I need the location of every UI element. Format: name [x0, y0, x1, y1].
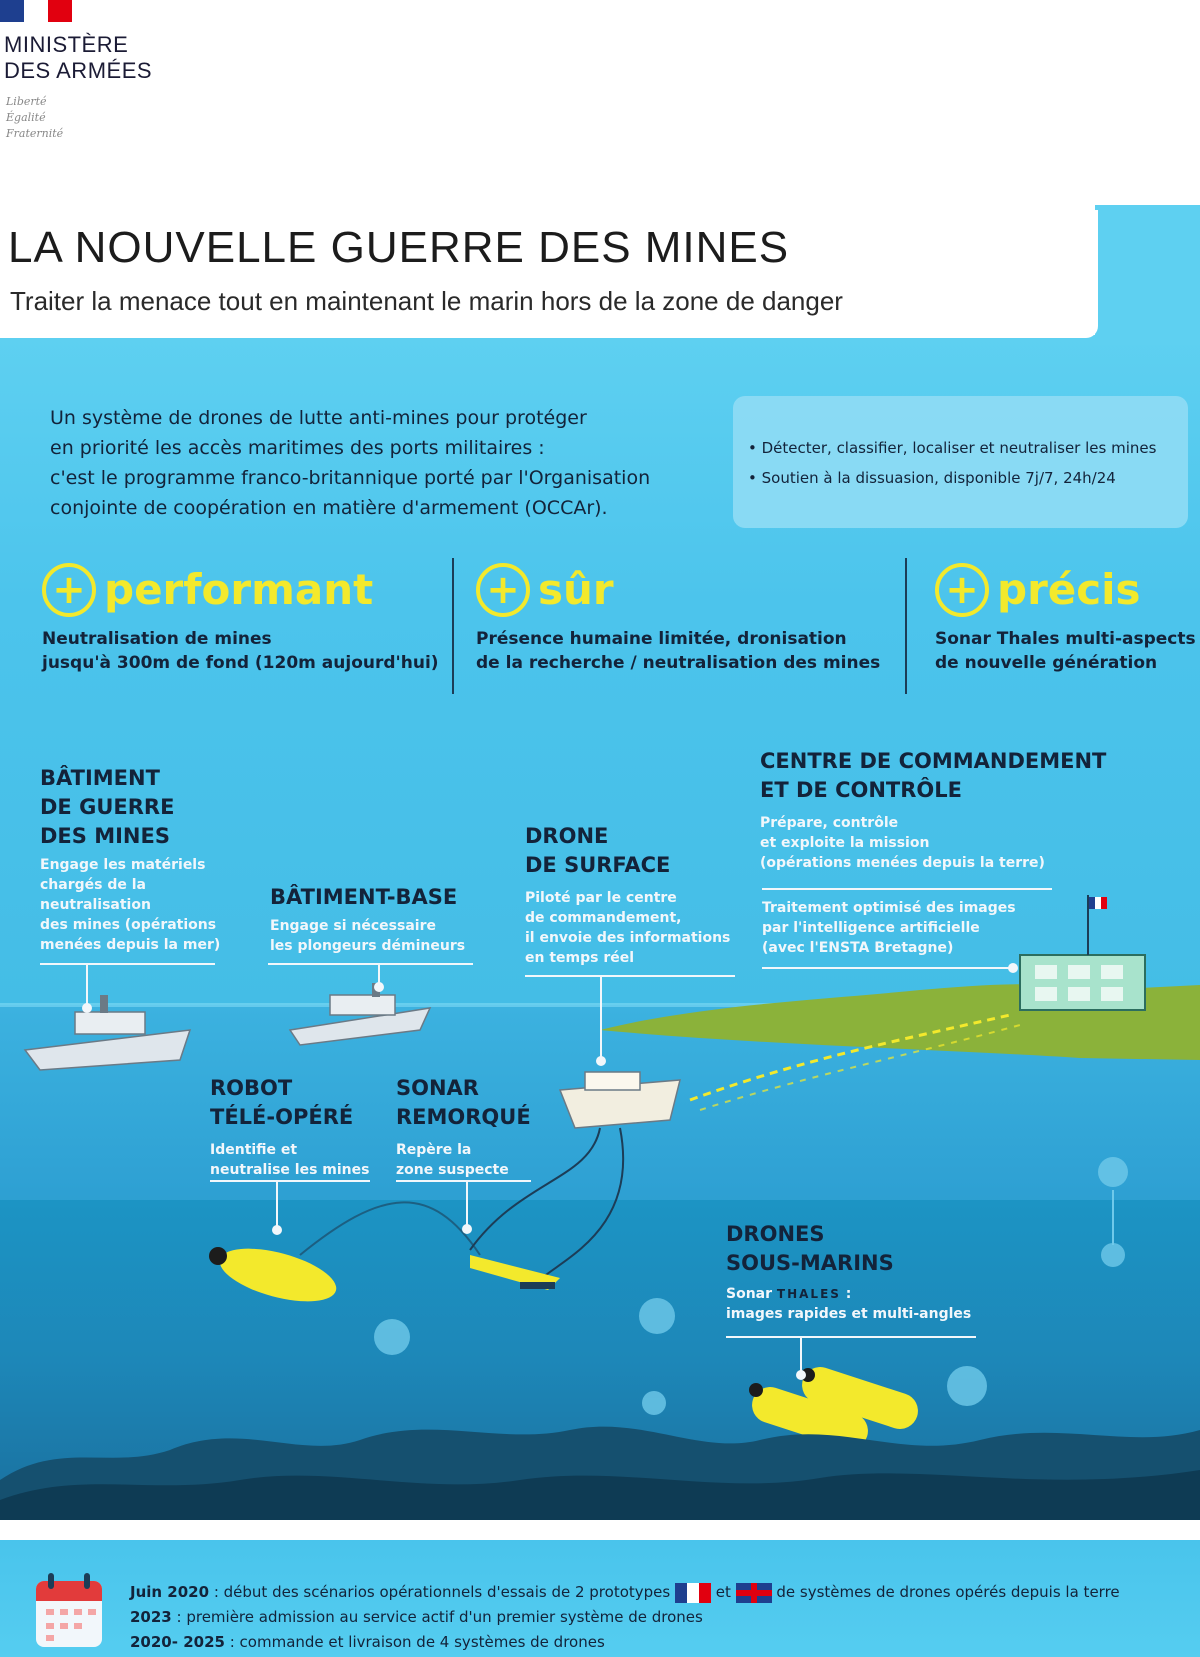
ministry-name: MINISTÈRE DES ARMÉES [4, 32, 153, 83]
plus-circle-icon: + [476, 563, 530, 617]
label-sonar: SONAR REMORQUÉ Repère la zone suspecte [396, 1076, 531, 1178]
towed-sonar [470, 1255, 560, 1290]
intro-text: Un système de drones de lutte anti-mines pour protéger en priorité les accès maritimes des ports militaires : c'est le programme franco-britannique porté par l'Organisation conjointe de coopération en matière d'armement (OCCAr). [50, 407, 651, 519]
republic-motto: Liberté Égalité Fraternité [6, 95, 64, 140]
timeline-list [130, 1580, 1120, 1655]
advantage-sur: + sûr Présence humaine limitée, dronisation de la recherche / neutralisation des mines [476, 565, 881, 673]
command-building [1020, 895, 1145, 1010]
page-title: LA NOUVELLE GUERRE DES MINES [8, 223, 790, 272]
label-batiment-base: BÂTIMENT-BASE Engage si nécessaire les plongeurs démineurs [270, 885, 466, 954]
plus-circle-icon: + [42, 563, 96, 617]
timeline-item: 2023 : première admission au service actif d'un premier système de drones [130, 1608, 703, 1626]
label-robot: ROBOT TÉLÉ-OPÉRÉ Identifie et neutralise les mines [210, 1076, 370, 1178]
robot-drone [209, 1238, 342, 1312]
mission-bullets: • Détecter, classifier, localiser et neutraliser les mines • Soutien à la dissuasion, disponible 7j/7, 24h/24 [748, 439, 1157, 487]
france-flag-icon [675, 1583, 711, 1603]
calendar-icon [34, 1573, 104, 1649]
advantage-precis: + précis Sonar Thales multi-aspects de nouvelle génération [935, 565, 1196, 673]
uk-flag-icon [736, 1583, 772, 1603]
timeline-item: 2020- 2025 : commande et livraison de 4 systèmes de drones [130, 1633, 605, 1651]
label-batiment-guerre: BÂTIMENT DE GUERRE DES MINES Engage les matériels chargés de la neutralisation des mines (opérations menées depuis la mer) [40, 766, 221, 953]
label-centre-ia: Traitement optimisé des images par l'intelligence artificielle (avec l'ENSTA Bretagne) [762, 900, 1016, 956]
thales-logo: THALES [776, 1287, 841, 1301]
label-drone-surface: DRONE DE SURFACE Piloté par le centre de commandement, il envoie des informations en temps réel [525, 824, 731, 966]
plus-circle-icon: + [935, 563, 989, 617]
label-drones-sous-marins: DRONES SOUS-MARINS Sonar THALES : images rapides et multi-angles [726, 1222, 972, 1322]
label-centre-commandement: CENTRE DE COMMANDEMENT ET DE CONTRÔLE Prépare, contrôle et exploite la mission (opérations menées depuis la terre) [760, 749, 1107, 871]
advantage-performant: + performant Neutralisation de mines jusqu'à 300m de fond (120m aujourd'hui) [42, 565, 439, 673]
page-subtitle: Traiter la menace tout en maintenant le marin hors de la zone de danger [10, 286, 843, 316]
base-ship [290, 983, 430, 1045]
surface-drone [560, 1072, 680, 1128]
timeline-item: Juin 2020 : début des scénarios opérationnels d'essais de 2 prototypes et de systèmes de drones opérés depuis la terre [130, 1583, 1120, 1601]
